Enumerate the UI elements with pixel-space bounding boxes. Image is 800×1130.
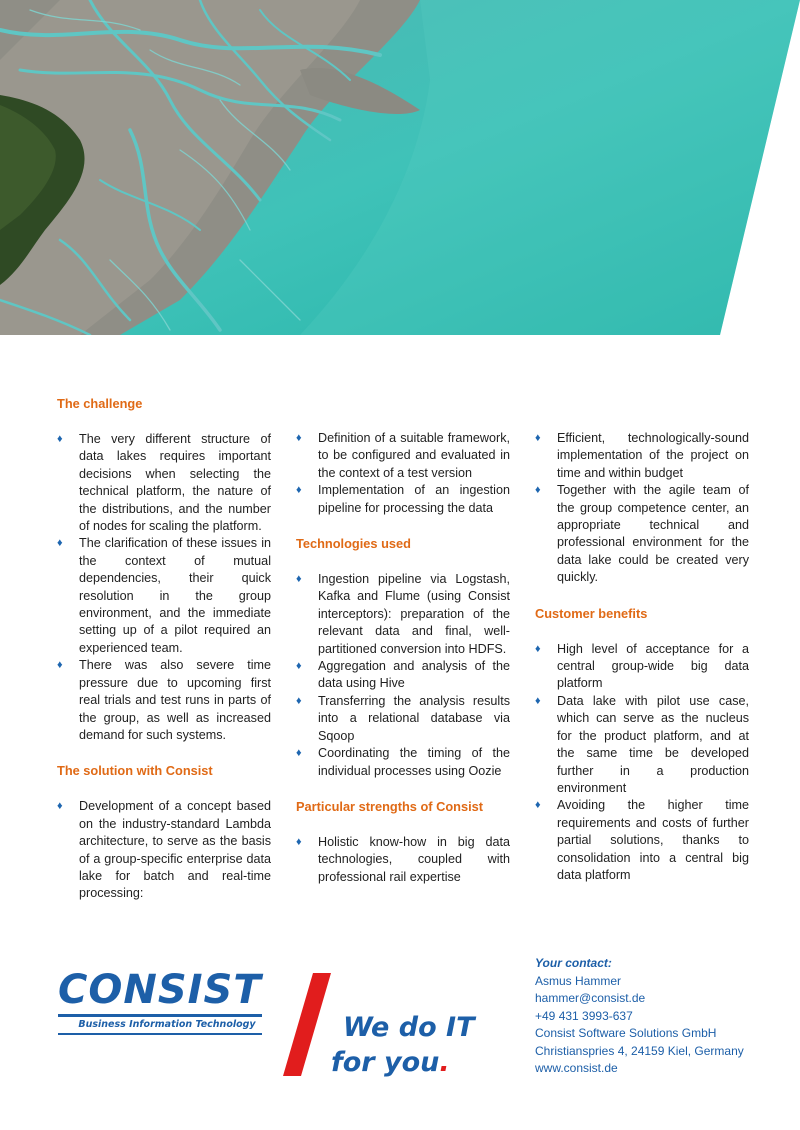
- diamond-bullet-icon: ♦: [296, 835, 302, 848]
- list-item: ♦ Aggregation and analysis of the data using Hive: [296, 659, 510, 691]
- list-item: ♦ Coordinating the timing of the individual processes using Oozie: [296, 746, 510, 778]
- diamond-bullet-icon: ♦: [535, 694, 541, 707]
- section-title-benefits: Customer benefits: [535, 605, 648, 621]
- consist-logo: [58, 968, 262, 1035]
- contact-phone: +49 431 3993-637: [535, 1008, 633, 1023]
- logo-wordmark: CONSIST: [58, 967, 262, 1013]
- diamond-bullet-icon: ♦: [296, 660, 302, 673]
- section-title-technologies: Technologies used: [296, 536, 411, 552]
- list-item: ♦ There was also severe time pressure due to upcoming first real trials and test runs in parts of the group, as well as increased demand for such systems.: [57, 658, 271, 742]
- column-middle: [296, 430, 510, 904]
- list-item: ♦ High level of acceptance for a central group-wide big data platform: [535, 641, 749, 691]
- list-item: ♦ Definition of a suitable framework, to be configured and evaluated in the context of a test version: [296, 431, 510, 480]
- list-item: ♦ Ingestion pipeline via Logstash, Kafka and Flume (using Consist interceptors): preparation of the relevant data and final, well-partitioned conversion into HDFS.: [296, 572, 510, 656]
- diamond-bullet-icon: ♦: [57, 537, 63, 550]
- list-item: ♦ Transferring the analysis results into a relational database via Sqoop: [296, 693, 510, 743]
- list-item: ♦ Holistic know-how in big data technologies, coupled with professional rail expertise: [296, 834, 510, 884]
- contact-heading: Your contact:: [535, 956, 612, 970]
- column-left: [57, 395, 271, 921]
- diamond-bullet-icon: ♦: [535, 799, 541, 812]
- contact-company: Consist Software Solutions GmbH: [535, 1026, 717, 1040]
- list-item: ♦ Development of a concept based on the industry-standard Lambda architecture, to serve as the basis of a group-specific enterprise data lake for batch and real-time processing:: [57, 799, 271, 901]
- contact-name: Asmus Hammer: [535, 973, 622, 988]
- diamond-bullet-icon: ♦: [57, 800, 63, 813]
- section-title-solution: The solution with Consist: [57, 763, 213, 779]
- solution-list: [57, 798, 271, 902]
- technologies-list: [296, 571, 510, 780]
- slogan-red-dot: .: [439, 1047, 450, 1078]
- benefits-list: [535, 641, 749, 885]
- strengths-list: [296, 834, 510, 886]
- diamond-bullet-icon: ♦: [296, 484, 302, 497]
- list-item: ♦ Avoiding the higher time requirements and costs of further partial solutions, thanks to consolidation into a central big data platform: [535, 798, 749, 882]
- list-item: ♦ Data lake with pilot use case, which can serve as the nucleus for the product platform, and at the same time be developed further in a production environment: [535, 693, 749, 795]
- strengths-list-continued: [535, 430, 749, 587]
- slogan-line-2: for you.: [331, 1047, 450, 1078]
- diamond-bullet-icon: ♦: [535, 642, 541, 655]
- contact-address: Christianspries 4, 24159 Kiel, Germany: [535, 1043, 744, 1058]
- diamond-bullet-icon: ♦: [296, 694, 302, 707]
- list-item: ♦ Efficient, technologically-sound implementation of the project on time and within budget: [535, 431, 749, 480]
- slogan-line-1: We do IT: [343, 1012, 475, 1043]
- logo-tagline: Business Information Technology: [78, 1019, 256, 1030]
- challenge-list: [57, 431, 271, 744]
- section-title-strengths: Particular strengths of Consist: [296, 798, 484, 814]
- diamond-bullet-icon: ♦: [296, 573, 302, 586]
- diamond-bullet-icon: ♦: [296, 432, 302, 444]
- red-slash-graphic: [283, 973, 333, 1078]
- diamond-bullet-icon: ♦: [57, 659, 63, 672]
- contact-email-link[interactable]: hammer@consist.de: [535, 991, 646, 1005]
- hero-aerial-image: [0, 0, 800, 335]
- column-right: [535, 430, 749, 902]
- section-title-challenge: The challenge: [57, 396, 143, 411]
- diamond-bullet-icon: ♦: [535, 484, 541, 497]
- list-item: ♦ The clarification of these issues in the context of mutual dependencies, their quick resolution in the group environment, and the immediate setting up of a pilot required an experienced team.: [57, 536, 271, 655]
- contact-website-link[interactable]: www.consist.de: [535, 1061, 618, 1075]
- slogan: [331, 1010, 475, 1080]
- logo-rule: [58, 1014, 262, 1017]
- solution-list-continued: [296, 430, 510, 517]
- diamond-bullet-icon: ♦: [296, 747, 302, 760]
- list-item: ♦ Together with the agile team of the group competence center, an appropriate technical and professional environment for the data lake could be created very quickly.: [535, 483, 749, 585]
- diamond-bullet-icon: ♦: [535, 432, 541, 444]
- logo-rule-bottom: [58, 1033, 262, 1035]
- list-item: ♦ The very different structure of data lakes requires important decisions when selecting the technical platform, the nature of the distributions, and the number of nodes for scaling the platform.: [57, 432, 271, 534]
- contact-block: [535, 955, 744, 1078]
- list-item: ♦ Implementation of an ingestion pipeline for processing the data: [296, 483, 510, 515]
- diamond-bullet-icon: ♦: [57, 433, 63, 445]
